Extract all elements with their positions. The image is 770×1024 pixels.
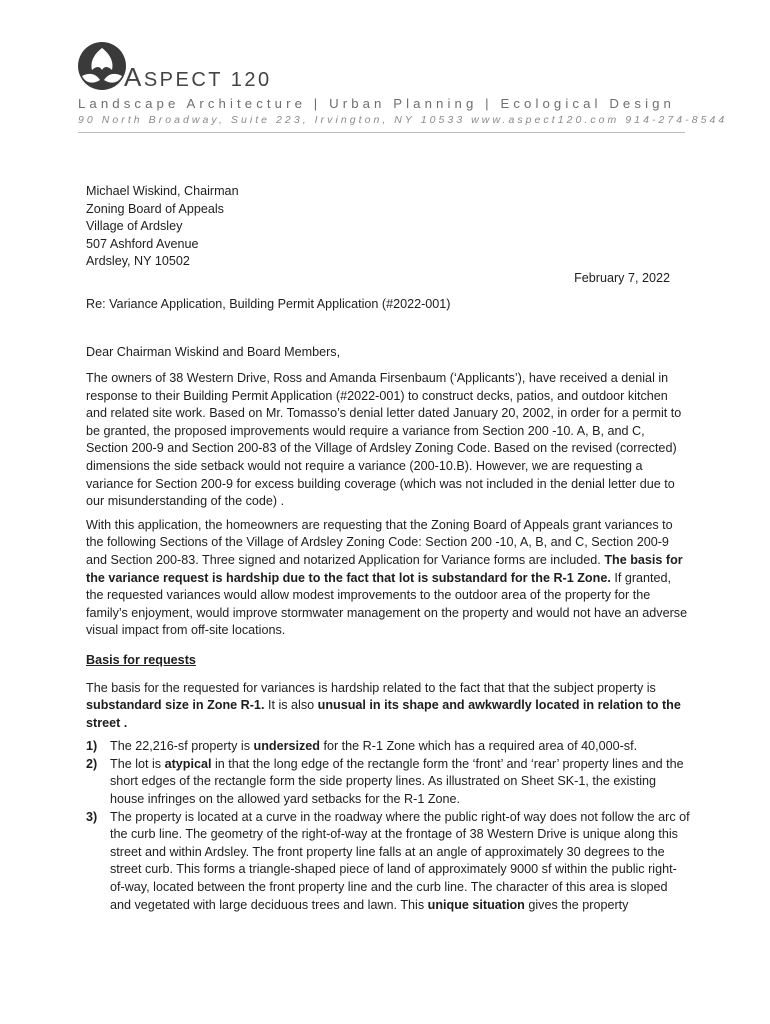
basis-heading: Basis for requests (86, 652, 196, 667)
tagline: Landscape Architecture | Urban Planning | Ecological Design (78, 96, 675, 111)
paragraph-basis-text-a: The basis for the requested for variances is hardship related to the fact that that the subject property is (86, 680, 656, 695)
list-item-text-a: The lot is (110, 756, 165, 771)
recipient-name: Michael Wiskind, Chairman (86, 184, 239, 198)
paragraph-request (86, 517, 690, 640)
letter-body (86, 370, 690, 914)
brand-name (124, 62, 272, 93)
list-item-number: 1) (86, 739, 98, 754)
list-item-text-c: in that the long edge of the rectangle form the ‘front’ and ‘rear’ property lines and the short edges of the rectangle form the side property lines. As illustrated on Sheet SK-1, the existing house infringes on the allowed yard setbacks for the R-1 Zone. (110, 756, 684, 807)
salutation: Dear Chairman Wiskind and Board Members, (86, 345, 341, 359)
paragraph-basis (86, 680, 690, 733)
paragraph-basis-bold-1: substandard size in Zone R-1. (86, 698, 265, 713)
list-item-bold: atypical (164, 756, 212, 771)
paragraph-basis-text-c: It is also (264, 698, 318, 713)
list-item-text-a: The 22,216-sf property is (110, 739, 254, 754)
letter-date: February 7, 2022 (574, 271, 670, 285)
brand-rest: SPECT 120 (143, 69, 272, 91)
brand-initial: A (124, 62, 144, 92)
list-item (86, 738, 690, 756)
list-item-number: 3) (86, 809, 98, 824)
list-item-text-c: for the R-1 Zone which has a required area of 40,000-sf. (319, 739, 638, 754)
list-item-bold: undersized (253, 739, 320, 754)
request-list (86, 738, 690, 914)
list-item-number: 2) (86, 756, 98, 771)
paragraph-intro: The owners of 38 Western Drive, Ross and Amanda Firsenbaum (‘Applicants’), have received a denial in response to their Building Permit Application (#2022-001) to construct decks, patios, and outdoor kitchen and related site work. Based on Mr. Tomasso’s denial letter dated January 20, 2002, in order for a permit to be granted, the proposed improvements would require a variance from Section 200 -10. A, B, and C, Section 200-9 and Section 200-83 of the Village of Ardsley Zoning Code. Based on the revised (corrected) dimensions the side setback would not require a variance (200-10.B). However, we are requesting a variance for Section 200-9 for excess building coverage (which was not included in the denial letter due to our misunderstanding of the code) . (86, 371, 682, 509)
paragraph-request-text-c: If granted, the requested variances would allow modest improvements to the outdoor area of the property for the family’s enjoyment, would improve stormwater management on the property and would not have an adverse visual impact from off-site locations. (86, 570, 688, 638)
recipient-municipality: Village of Ardsley (86, 219, 183, 233)
list-item-text-a: The property is located at a curve in the roadway where the public right-of way does not follow the arc of the curb line. The geometry of the right-of-way at the frontage of 38 Western Drive is unique along this street and within Ardsley. The front property line falls at an angle of approximately 30 degrees to the street curb. This forms a triangle-shaped piece of land of approximately 9000 sf within the public right-of-way, located between the front property line and the curb line. The character of this area is sloped and vegetated with large deciduous trees and lawn. This (110, 809, 690, 912)
contact-line: 90 North Broadway, Suite 223, Irvington, NY 10533 www.aspect120.com 914-274-8544 (78, 114, 728, 126)
recipient-city: Ardsley, NY 10502 (86, 254, 190, 268)
paragraph-request-text-a: With this application, the homeowners are requesting that the Zoning Board of Appeals grant variances to the following Sections of the Village of Ardsley Zoning Code: Section 200 -10, A, B, and C, Section 200-9 and Section 200-83. Three signed and notarized Application for Variance forms are included. (86, 517, 673, 567)
re-line: Re: Variance Application, Building Permit Application (#2022-001) (86, 297, 451, 311)
paragraph-request-bold: The basis for the variance request is hardship due to the fact that lot is substandard for the R-1 Zone. (86, 552, 683, 585)
paragraph-basis-bold-2: unusual in its shape and awkwardly located in relation to the street . (86, 698, 681, 730)
list-item (86, 756, 690, 809)
list-item (86, 809, 690, 915)
list-item-text-c: gives the property (524, 897, 629, 912)
recipient-board: Zoning Board of Appeals (86, 201, 224, 216)
header-divider (78, 132, 685, 133)
recipient-street: 507 Ashford Avenue (86, 236, 199, 251)
list-item-bold: unique situation (427, 897, 525, 912)
recipient-address (86, 183, 239, 271)
